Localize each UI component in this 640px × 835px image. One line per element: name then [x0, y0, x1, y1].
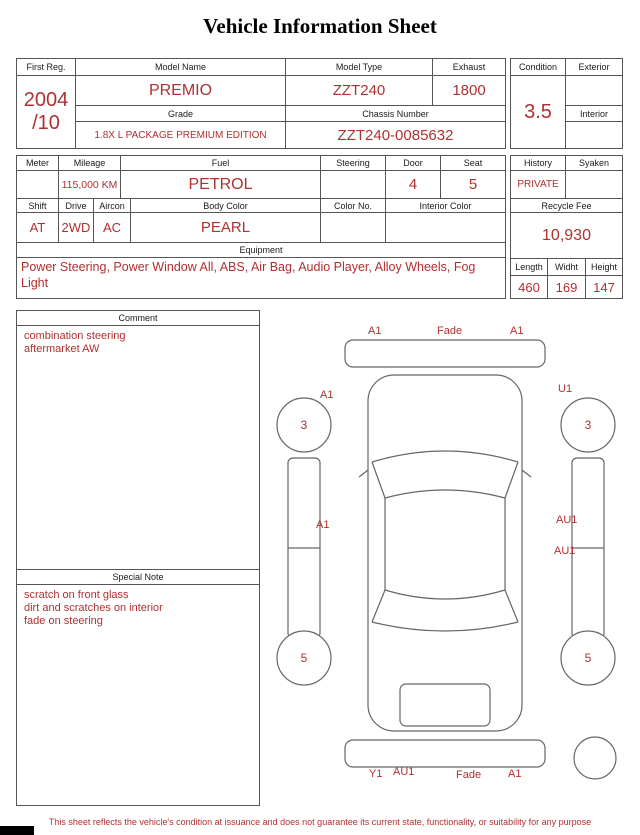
- meter-value: [17, 171, 59, 199]
- grade-value: 1.8X L PACKAGE PREMIUM EDITION: [76, 122, 286, 149]
- first-reg-year: 2004: [23, 89, 69, 111]
- comment-header: Comment: [17, 311, 259, 326]
- chassis-number-value: ZZT240-0085632: [286, 122, 506, 149]
- model-name-value: PREMIO: [76, 76, 286, 106]
- damage-mark-front-bumper-center: Fade: [437, 325, 463, 337]
- vehicle-identity-table: [16, 58, 506, 149]
- equipment-header: Equipment: [17, 243, 506, 258]
- comment-line: combination steering: [24, 330, 126, 342]
- exhaust-header: Exhaust: [433, 59, 506, 76]
- damage-mark-front-left-wheel: 3: [300, 418, 308, 432]
- damage-mark-front-right-fender: U1: [558, 383, 573, 395]
- special-note-line: fade on steering: [24, 615, 103, 628]
- vehicle-spec-table: [16, 155, 506, 299]
- first-reg-header: First Reg.: [17, 59, 76, 76]
- meter-header: Meter: [17, 156, 59, 171]
- width-header: Widht: [548, 259, 586, 276]
- windshield-bottom-line: [385, 490, 505, 498]
- damage-mark-rear-bumper-left2: AU1: [393, 766, 415, 778]
- equipment-value: Power Steering, Power Window All, ABS, Air Bag, Audio Player, Alloy Wheels, Fog Light: [17, 258, 506, 299]
- damage-mark-front-left-fender: A1: [320, 389, 334, 401]
- roof-side-lines: [385, 498, 505, 590]
- seat-header: Seat: [441, 156, 506, 171]
- damage-mark-left-door: A1: [316, 519, 330, 531]
- special-note-body: [17, 585, 259, 805]
- first-reg-value: [17, 76, 76, 149]
- car-body-outline: [368, 375, 522, 731]
- door-header: Door: [386, 156, 441, 171]
- a-pillars: [372, 462, 518, 498]
- interior-color-header: Interior Color: [386, 199, 506, 213]
- model-type-header: Model Type: [286, 59, 433, 76]
- steering-header: Steering: [321, 156, 386, 171]
- first-reg-month: /10: [32, 112, 60, 134]
- fuel-value: PETROL: [121, 171, 321, 199]
- chassis-number-header: Chassis Number: [286, 106, 506, 122]
- rear-window-line: [385, 590, 505, 599]
- car-top-view: [262, 312, 630, 804]
- interior-header: Interior: [566, 106, 623, 122]
- scan-artifact-bar: [0, 826, 34, 835]
- damage-mark-rear-left-wheel: 5: [300, 651, 308, 665]
- history-value: PRIVATE: [511, 171, 566, 199]
- comment-body: [17, 326, 259, 569]
- page-title: Vehicle Information Sheet: [203, 14, 437, 38]
- damage-mark-right-door-upper: AU1: [556, 514, 578, 526]
- comment-line: aftermarket AW: [24, 343, 100, 356]
- width-value: 169: [548, 276, 586, 299]
- damage-mark-rear-bumper-left: Y1: [369, 768, 383, 780]
- windshield-top-line: [372, 451, 518, 462]
- condition-value: 3.5: [511, 76, 566, 149]
- history-dimensions-table: [510, 155, 623, 299]
- interior-value: [566, 122, 623, 149]
- exterior-header: Exterior: [566, 59, 623, 76]
- exterior-value: [566, 76, 623, 106]
- history-header: History: [511, 156, 566, 171]
- special-note-header: Special Note: [17, 569, 259, 585]
- trunk-panel: [400, 684, 490, 726]
- body-color-header: Body Color: [131, 199, 321, 213]
- front-bumper: [345, 340, 545, 367]
- seat-value: 5: [441, 171, 506, 199]
- drive-value: 2WD: [59, 213, 94, 243]
- disclaimer-text: This sheet reflects the vehicle's condition at issuance and does not guarantee its current state, functionality, or suitability for any purpose: [48, 817, 592, 827]
- damage-mark-rear-bumper-center: Fade: [456, 769, 482, 781]
- mileage-value: 115,000 KM: [59, 171, 121, 199]
- aircon-value: AC: [94, 213, 131, 243]
- recycle-fee-header: Recycle Fee: [511, 199, 623, 213]
- steering-value: [321, 171, 386, 199]
- damage-mark-right-door-lower: AU1: [554, 545, 576, 557]
- side-mirrors: [359, 470, 531, 477]
- door-value: 4: [386, 171, 441, 199]
- spare-tire: [574, 737, 616, 779]
- length-header: Length: [511, 259, 548, 276]
- condition-header: Condition: [511, 59, 566, 76]
- length-value: 460: [511, 276, 548, 299]
- syaken-header: Syaken: [566, 156, 623, 171]
- special-note-line: scratch on front glass: [24, 589, 129, 601]
- grade-header: Grade: [76, 106, 286, 122]
- rear-bumper: [345, 740, 545, 767]
- damage-mark-front-bumper-right: A1: [510, 325, 524, 337]
- color-no-header: Color No.: [321, 199, 386, 213]
- notes-panel: [16, 310, 260, 806]
- syaken-value: [566, 171, 623, 199]
- damage-mark-rear-right-wheel: 5: [584, 651, 592, 665]
- aircon-header: Aircon: [94, 199, 131, 213]
- mileage-header: Mileage: [59, 156, 121, 171]
- interior-color-value: [386, 213, 506, 243]
- height-header: Height: [586, 259, 623, 276]
- model-name-header: Model Name: [76, 59, 286, 76]
- damage-mark-front-bumper-left: A1: [368, 325, 382, 337]
- c-pillars: [372, 590, 518, 622]
- body-color-value: PEARL: [131, 213, 321, 243]
- car-damage-diagram: [262, 312, 630, 804]
- height-value: 147: [586, 276, 623, 299]
- damage-mark-front-right-wheel: 3: [584, 418, 592, 432]
- condition-table: [510, 58, 623, 149]
- recycle-fee-value: 10,930: [511, 213, 623, 259]
- damage-mark-rear-bumper-right: A1: [508, 768, 522, 780]
- shift-header: Shift: [17, 199, 59, 213]
- color-no-value: [321, 213, 386, 243]
- model-type-value: ZZT240: [286, 76, 433, 106]
- fuel-header: Fuel: [121, 156, 321, 171]
- trunk-line: [372, 622, 518, 631]
- drive-header: Drive: [59, 199, 94, 213]
- exhaust-value: 1800: [433, 76, 506, 106]
- special-note-line: dirt and scratches on interior: [24, 602, 163, 615]
- shift-value: AT: [17, 213, 59, 243]
